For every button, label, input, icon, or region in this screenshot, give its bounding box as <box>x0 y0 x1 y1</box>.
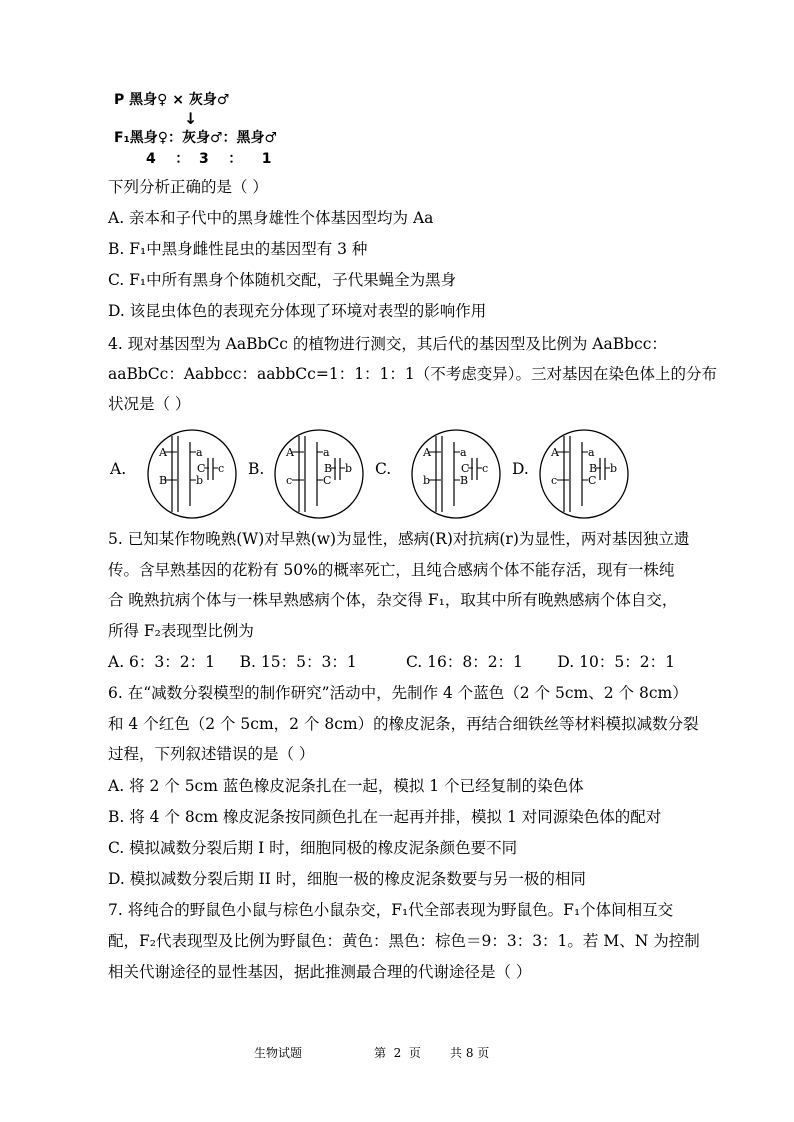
footer-total-pages: 共 8 页 <box>450 1046 490 1060</box>
q4b-gene-r1: a <box>323 446 330 459</box>
q4b-gene-c2: b <box>345 462 353 475</box>
q4-cell-diagram-b <box>273 428 365 520</box>
q4a-gene-c2: c <box>218 462 225 475</box>
q4a-gene-r1: a <box>196 446 203 459</box>
q4a-gene-l1: A <box>159 446 167 459</box>
cross-arrow: ↓ <box>184 109 198 128</box>
q4b-gene-l1: A <box>286 446 294 459</box>
q4b-gene-r2: C <box>323 474 332 487</box>
q4d-gene-c1: B <box>589 462 598 475</box>
q6-option-c: C. 模拟减数分裂后期 I 时，细胞同极的橡皮泥条颜色要不同 <box>108 839 518 857</box>
q7-line1: 7. 将纯合的野鼠色小鼠与棕色小鼠杂交，F₁代全部表现为野鼠色。F₁个体间相互交 <box>108 901 674 919</box>
q4-line1: 4. 现对基因型为 AaBbCc 的植物进行测交，其后代的基因型及比例为 AaBbcc： <box>108 335 667 353</box>
q4-option-c-label: C. <box>375 460 392 478</box>
q4-cell-diagram-a <box>146 428 238 520</box>
q3-option-d: D. 该昆虫体色的表现充分体现了环境对表型的影响作用 <box>108 302 487 320</box>
q4a-gene-r2: b <box>196 474 204 487</box>
q4c-gene-c1: C <box>461 462 470 475</box>
q3-option-a: A. 亲本和子代中的黑身雄性个体基因型均为 Aa <box>108 209 434 227</box>
q6-line2: 和 4 个红色（2 个 5cm，2 个 8cm）的橡皮泥条，再结合细铁丝等材料模拟减数分裂 <box>108 715 699 733</box>
q4-option-a-label: A. <box>110 460 127 478</box>
cross-ratio-line: 4 ： 3 ： 1 <box>146 151 272 167</box>
q3-option-b: B. F₁中黑身雌性昆虫的基因型有 3 种 <box>108 240 368 258</box>
q4c-gene-r1: a <box>460 446 467 459</box>
q5-line1: 5. 已知某作物晚熟(W)对早熟(w)为显性，感病(R)对抗病(r)为显性，两对基因独立遗 <box>108 530 690 548</box>
q6-option-b: B. 将 4 个 8cm 橡皮泥条按同颜色扎在一起再并排，模拟 1 对同源染色体的配对 <box>108 808 662 826</box>
q4d-gene-r2: C <box>588 474 597 487</box>
q5-line2: 传。含早熟基因的花粉有 50%的概率死亡，且纯合感病个体不能存活，现有一株纯 <box>108 561 675 579</box>
q3-option-c: C. F₁中所有黑身个体随机交配，子代果蝇全为黑身 <box>108 271 457 289</box>
footer-subject: 生物试题 <box>254 1046 303 1060</box>
q4d-gene-c2: b <box>610 462 618 475</box>
q4-line3: 状况是（ ） <box>108 395 191 413</box>
q4-option-b-label: B. <box>248 460 265 478</box>
q4-line2: aaBbCc：Aabbcc：aabbCc=1：1：1：1（不考虑变异）。三对基因在染色体上的分布 <box>108 365 718 383</box>
q4-option-d-label: D. <box>512 460 529 478</box>
q6-line3: 过程，下列叙述错误的是（ ） <box>108 745 315 763</box>
q4c-gene-l1: A <box>423 446 431 459</box>
q6-line1: 6. 在“减数分裂模型的制作研究”活动中，先制作 4 个蓝色（2 个 5cm、2 个 8cm） <box>108 684 688 702</box>
q4c-gene-r2: B <box>460 474 469 487</box>
q7-line2: 配，F₂代表现型及比例为野鼠色：黄色：黑色：棕色＝9：3：3：1。若 M、N 为控制 <box>108 932 700 950</box>
q5-options: A. 6：3：2：1 B. 15：5：3：1 C. 16：8：2：1 D. 10：5：2：1 <box>108 653 675 671</box>
q6-option-a: A. 将 2 个 5cm 蓝色橡皮泥条扎在一起，模拟 1 个已经复制的染色体 <box>108 777 584 795</box>
footer-page-number: 第 2 页 <box>374 1046 421 1060</box>
q6-option-d: D. 模拟减数分裂后期 II 时，细胞一极的橡皮泥条数要与另一极的相同 <box>108 870 586 888</box>
q4-cell-diagram-c <box>410 428 502 520</box>
q4c-gene-l2: b <box>423 474 431 487</box>
q3-stem: 下列分析正确的是（ ） <box>108 178 268 196</box>
q4d-gene-l1: A <box>551 446 559 459</box>
q4c-gene-c2: c <box>482 462 489 475</box>
q4a-gene-l2: B <box>159 474 168 487</box>
q5-line3: 合 晚熟抗病个体与一株早熟感病个体，杂交得 F₁，取其中所有晚熟感病个体自交， <box>108 591 678 609</box>
q4-cell-diagram-d <box>538 428 630 520</box>
q4d-gene-r1: a <box>588 446 595 459</box>
q7-line3: 相关代谢途径的显性基因，据此推测最合理的代谢途径是（ ） <box>108 963 532 981</box>
q4b-gene-l2: c <box>286 474 293 487</box>
q4d-gene-l2: c <box>551 474 558 487</box>
cross-parent-line: P 黑身♀ × 灰身♂ <box>114 92 230 108</box>
q4b-gene-c1: B <box>324 462 333 475</box>
q4a-gene-c1: C <box>197 462 206 475</box>
cross-f1-line: F₁黑身♀：灰身♂：黑身♂ <box>114 130 278 146</box>
q5-line4: 所得 F₂表现型比例为 <box>108 622 254 640</box>
